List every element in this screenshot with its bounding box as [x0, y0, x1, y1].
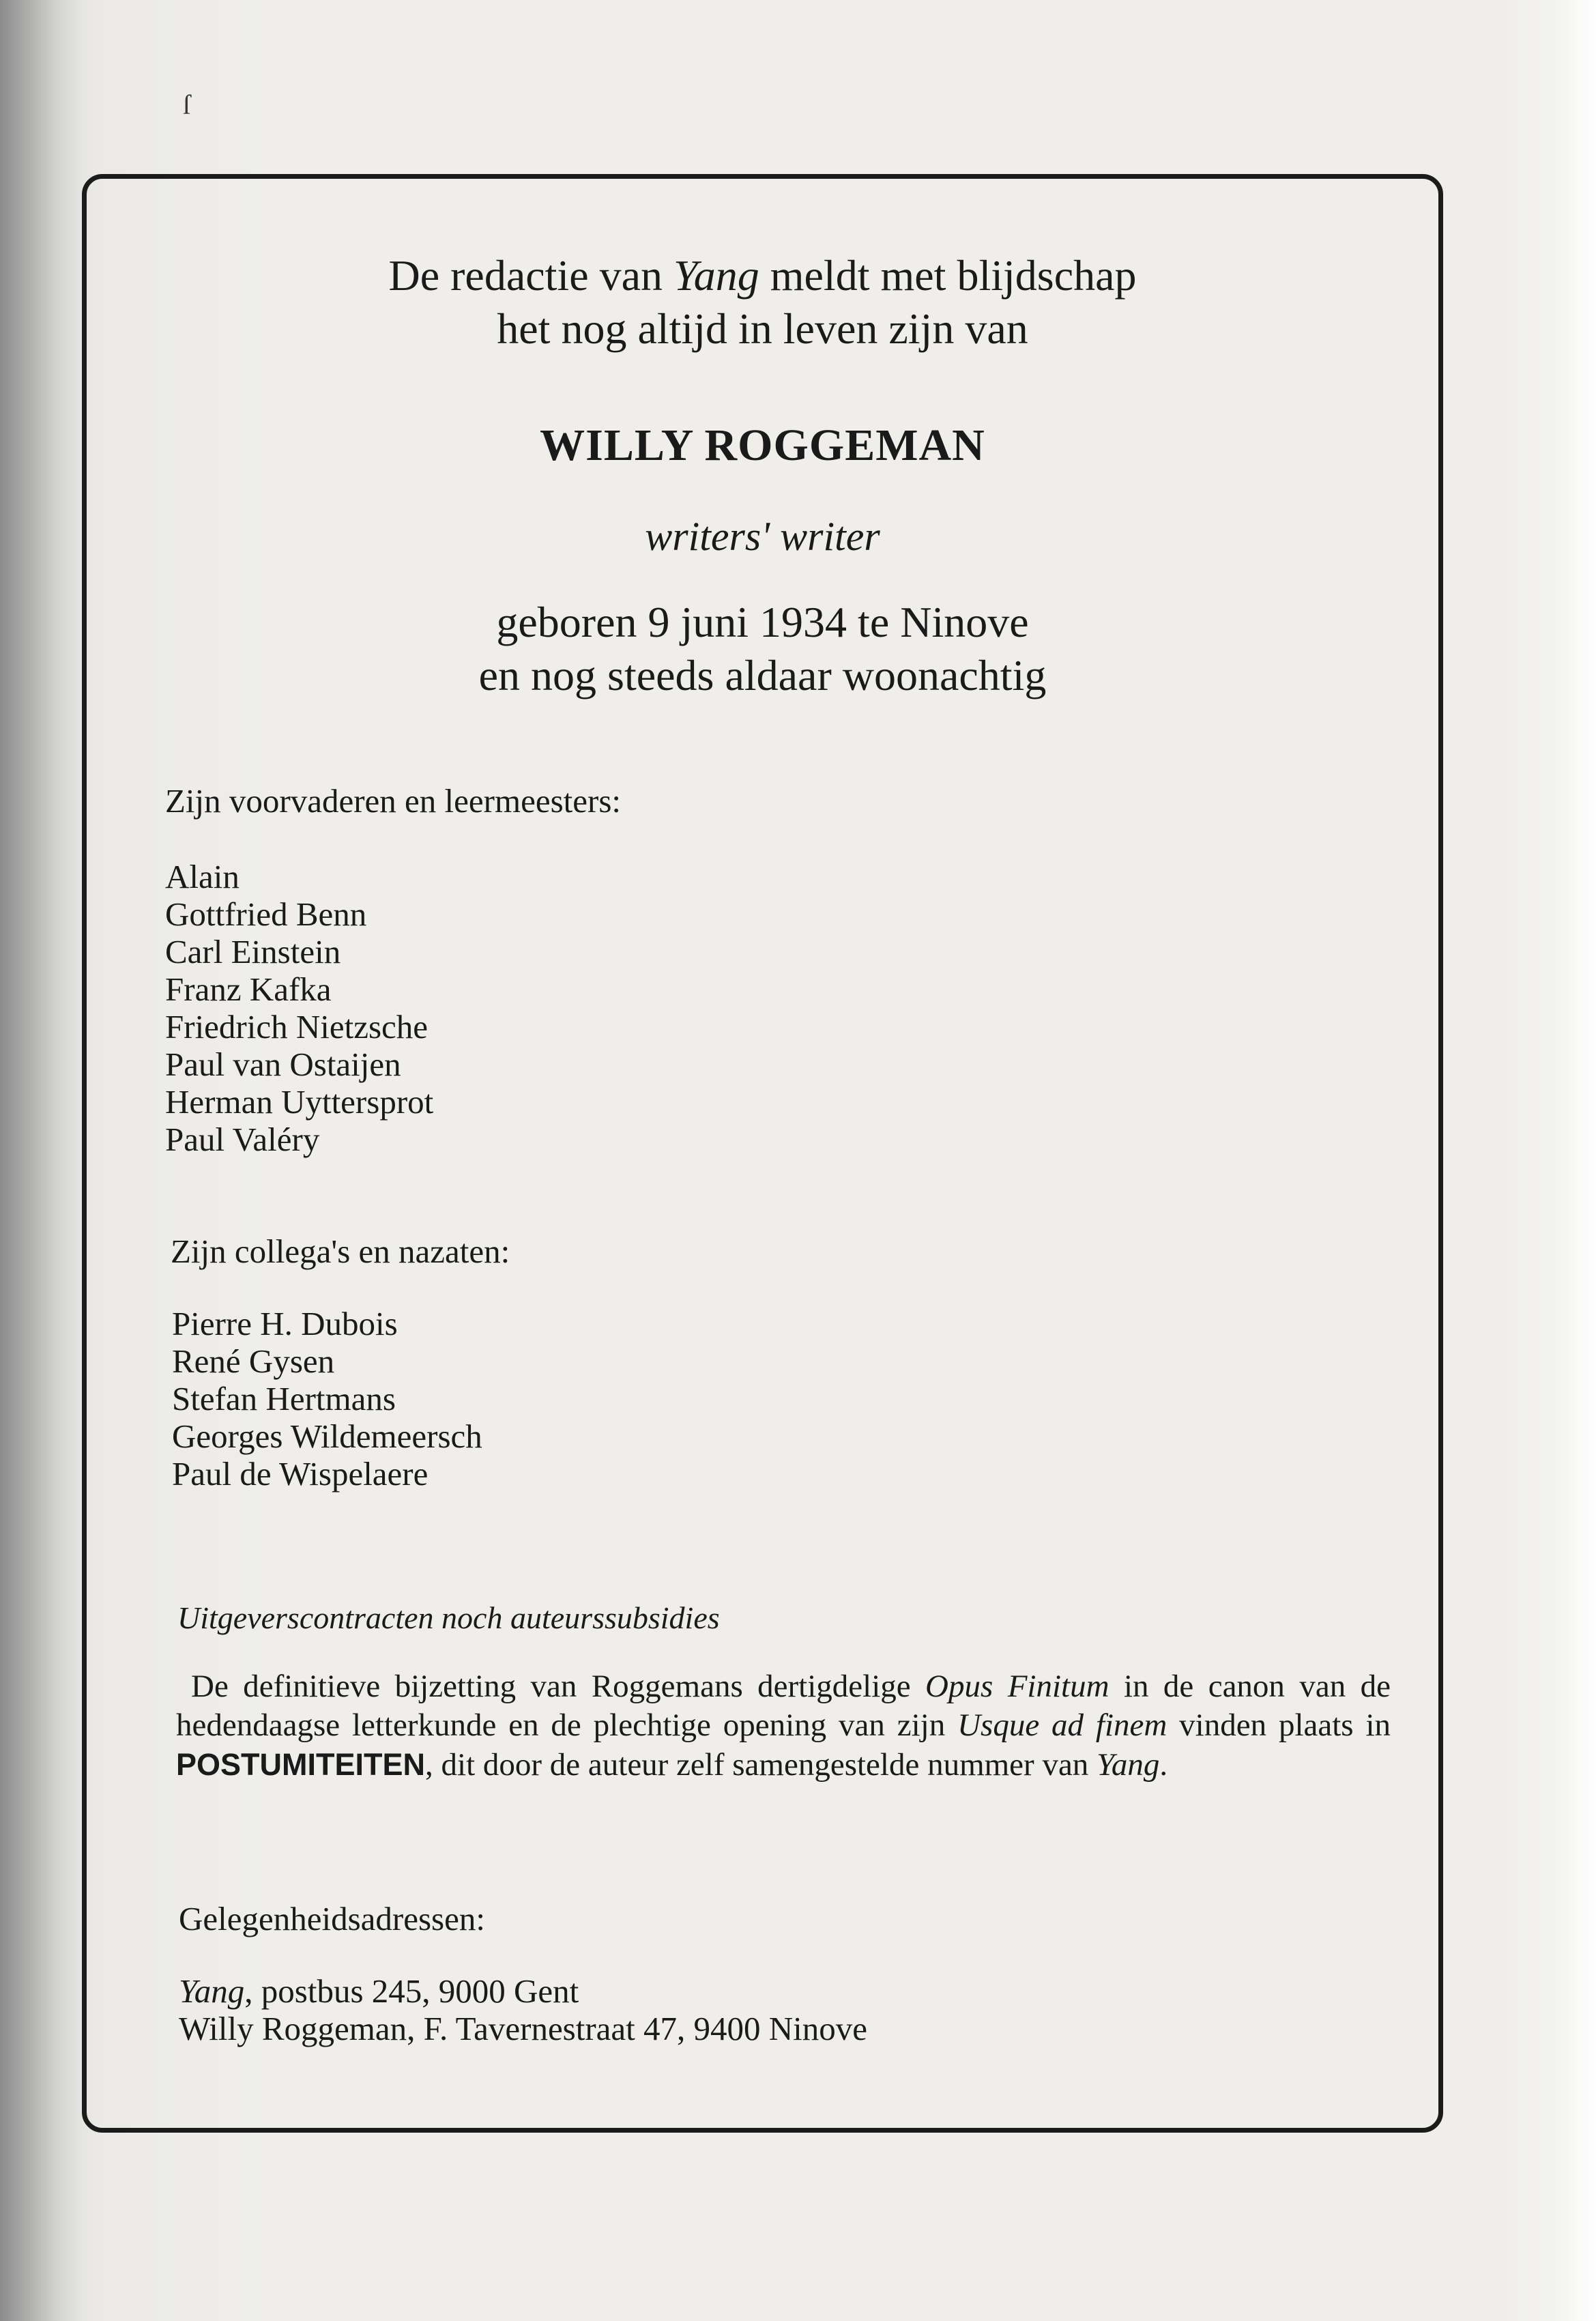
ancestors-list [165, 858, 433, 1158]
list-item: Gottfried Benn [165, 895, 367, 933]
birth-line-1: geboren 9 juni 1934 te Ninove [496, 598, 1029, 646]
list-item: Stefan Hertmans [172, 1380, 396, 1417]
list-item: Paul Valéry [165, 1121, 320, 1158]
binding-shadow [0, 0, 82, 2321]
contracts-heading: Uitgeverscontracten noch auteurssubsidies [177, 1600, 720, 1635]
contracts-paragraph: De definitieve bijzetting van Roggemans dertigdelige Opus Finitum in de canon van de hedendaagse letterkunde en de plechtige opening van zijn Usque ad finem vinden plaats in POSTUMITEITEN, dit door de auteur zelf samengestelde nummer van Yang. [176, 1669, 1391, 1783]
intro-text [82, 249, 1443, 356]
list-item: Carl Einstein [165, 933, 341, 970]
intro-line-2: het nog altijd in leven zijn van [497, 304, 1028, 353]
list-item: René Gysen [172, 1342, 335, 1380]
list-item: Franz Kafka [165, 970, 332, 1008]
birth-info [82, 596, 1443, 702]
intro-line-1: De redactie van Yang meldt met blijdschap [388, 251, 1137, 300]
colleagues-list [172, 1305, 482, 1493]
list-item: Friedrich Nietzsche [165, 1008, 429, 1046]
ancestors-heading: Zijn voorvaderen en leermeesters: [165, 782, 622, 820]
addresses-list [179, 1972, 867, 2047]
author-subtitle: writers' writer [645, 514, 880, 559]
list-item: Pierre H. Dubois [172, 1305, 398, 1342]
birth-line-2: en nog steeds aldaar woonachtig [478, 651, 1047, 700]
address-yang: Yang, postbus 245, 9000 Gent [179, 1972, 579, 2010]
list-item: Paul de Wispelaere [172, 1455, 429, 1493]
author-name: WILLY ROGGEMAN [540, 420, 985, 470]
list-item: Alain [165, 858, 240, 895]
list-item: Herman Uyttersprot [165, 1083, 434, 1121]
list-item: Paul van Ostaijen [165, 1046, 401, 1083]
margin-mark: ſ [183, 89, 191, 120]
page-edge [1555, 0, 1596, 2321]
list-item: Georges Wildemeersch [172, 1417, 482, 1455]
colleagues-heading: Zijn collega's en nazaten: [171, 1232, 510, 1270]
addresses-heading: Gelegenheidsadressen: [179, 1900, 485, 1937]
address-author: Willy Roggeman, F. Tavernestraat 47, 9400 Ninove [179, 2010, 868, 2047]
